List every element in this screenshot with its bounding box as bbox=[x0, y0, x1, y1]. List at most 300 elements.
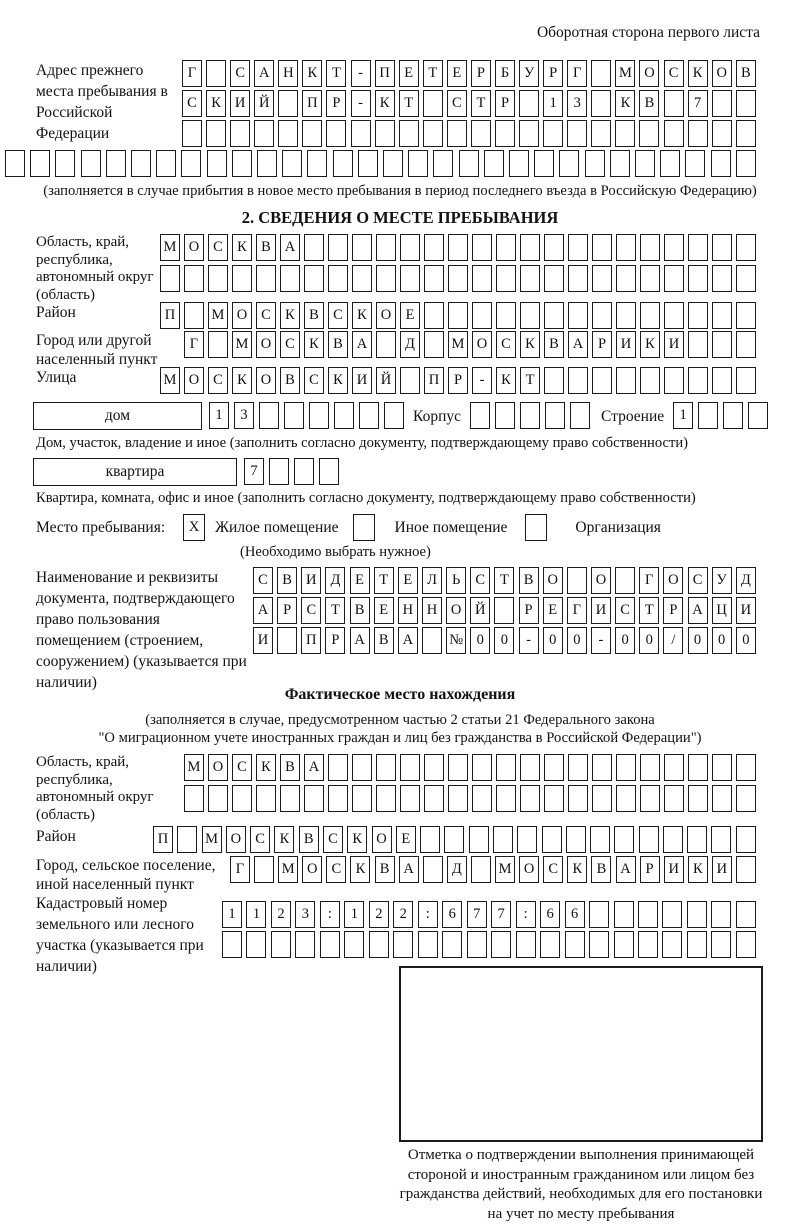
char-cell bbox=[496, 754, 516, 781]
char-cell: В bbox=[374, 627, 394, 654]
char-cell bbox=[638, 931, 658, 958]
char-cell bbox=[358, 150, 378, 177]
char-cell bbox=[424, 785, 444, 812]
char-cell bbox=[376, 331, 396, 358]
char-cell: С bbox=[664, 60, 684, 87]
apartment-cells bbox=[244, 458, 344, 485]
char-cell bbox=[254, 120, 274, 147]
char-cell: В bbox=[299, 826, 319, 853]
char-cell bbox=[712, 90, 732, 117]
char-cell: 2 bbox=[271, 901, 291, 928]
char-cell: О bbox=[208, 754, 228, 781]
prev-address-section bbox=[0, 60, 800, 177]
char-cell: 7 bbox=[491, 901, 511, 928]
char-cell bbox=[424, 754, 444, 781]
char-cell bbox=[748, 402, 768, 429]
char-cell: П bbox=[302, 90, 322, 117]
char-cell: М bbox=[278, 856, 298, 883]
stay-checkbox-organization bbox=[525, 514, 547, 541]
char-cell bbox=[424, 234, 444, 261]
char-cell bbox=[614, 931, 634, 958]
char-cell: Р bbox=[471, 60, 491, 87]
district-row bbox=[160, 302, 756, 329]
char-cell bbox=[615, 120, 635, 147]
char-cell bbox=[592, 367, 612, 394]
char-cell bbox=[206, 60, 226, 87]
char-cell: И bbox=[736, 597, 756, 624]
char-cell bbox=[736, 120, 756, 147]
char-cell: О bbox=[184, 367, 204, 394]
char-cell bbox=[610, 150, 630, 177]
char-cell: 3 bbox=[234, 402, 254, 429]
char-cell: М bbox=[448, 331, 468, 358]
stay-option-other: Иное помещение bbox=[394, 518, 508, 536]
char-cell: К bbox=[520, 331, 540, 358]
document-row-3 bbox=[253, 627, 756, 654]
char-cell bbox=[256, 785, 276, 812]
char-cell: А bbox=[688, 597, 708, 624]
char-cell bbox=[640, 754, 660, 781]
char-cell: Д bbox=[400, 331, 420, 358]
char-cell: 1 bbox=[543, 90, 563, 117]
char-cell: Т bbox=[471, 90, 491, 117]
char-cell bbox=[736, 234, 756, 261]
char-cell bbox=[369, 931, 389, 958]
char-cell bbox=[639, 120, 659, 147]
char-cell: 3 bbox=[295, 901, 315, 928]
char-cell bbox=[712, 331, 732, 358]
stay-option-organization: Организация bbox=[575, 518, 661, 536]
apartment-row bbox=[33, 458, 800, 486]
char-cell: Е bbox=[400, 302, 420, 329]
char-cell bbox=[384, 402, 404, 429]
char-cell bbox=[182, 120, 202, 147]
char-cell bbox=[55, 150, 75, 177]
factual-title: Фактическое место нахождения bbox=[284, 686, 516, 703]
char-cell: Т bbox=[494, 567, 514, 594]
district-field bbox=[0, 302, 800, 329]
char-cell bbox=[423, 120, 443, 147]
char-cell bbox=[206, 120, 226, 147]
char-cell bbox=[585, 150, 605, 177]
char-cell bbox=[344, 931, 364, 958]
char-cell bbox=[736, 265, 756, 292]
char-cell bbox=[592, 302, 612, 329]
char-cell bbox=[294, 458, 314, 485]
char-cell bbox=[208, 265, 228, 292]
char-cell bbox=[495, 120, 515, 147]
char-cell: 3 bbox=[567, 90, 587, 117]
char-cell: О bbox=[446, 597, 466, 624]
char-cell bbox=[246, 931, 266, 958]
char-cell bbox=[545, 402, 565, 429]
char-cell bbox=[232, 150, 252, 177]
char-cell: Н bbox=[422, 597, 442, 624]
stay-place-note: (Необходимо выбрать нужное) bbox=[240, 544, 431, 560]
char-cell: В bbox=[304, 302, 324, 329]
char-cell: К bbox=[280, 302, 300, 329]
char-cell: Л bbox=[422, 567, 442, 594]
section2-title: 2. СВЕДЕНИЯ О МЕСТЕ ПРЕБЫВАНИЯ bbox=[241, 208, 559, 227]
factual-city-field bbox=[0, 856, 800, 893]
char-cell bbox=[688, 302, 708, 329]
char-cell bbox=[688, 120, 708, 147]
char-cell bbox=[664, 120, 684, 147]
char-cell: О bbox=[712, 60, 732, 87]
char-cell bbox=[712, 367, 732, 394]
char-cell bbox=[616, 234, 636, 261]
char-cell: : bbox=[418, 901, 438, 928]
korpus-cells bbox=[470, 402, 595, 429]
char-cell bbox=[448, 754, 468, 781]
char-cell: Т bbox=[639, 597, 659, 624]
char-cell: Ц bbox=[712, 597, 732, 624]
char-cell: 1 bbox=[222, 901, 242, 928]
factual-district-field bbox=[0, 826, 800, 853]
char-cell bbox=[400, 785, 420, 812]
char-cell bbox=[282, 150, 302, 177]
char-cell: И bbox=[591, 597, 611, 624]
apartment-note: Квартира, комната, офис и иное (заполнить согласно документу, подтверждающему право собственности) bbox=[36, 490, 696, 506]
stay-checkbox-dwelling: X bbox=[183, 514, 205, 541]
char-cell bbox=[393, 931, 413, 958]
char-cell: Д bbox=[736, 567, 756, 594]
region-field bbox=[0, 234, 800, 302]
char-cell bbox=[736, 826, 756, 853]
char-cell bbox=[592, 234, 612, 261]
char-cell: 0 bbox=[543, 627, 563, 654]
house-cells bbox=[209, 402, 409, 429]
char-cell bbox=[616, 265, 636, 292]
char-cell bbox=[520, 302, 540, 329]
char-cell bbox=[520, 785, 540, 812]
korpus-label: Корпус bbox=[413, 408, 461, 425]
char-cell bbox=[736, 931, 756, 958]
char-cell bbox=[616, 785, 636, 812]
char-cell bbox=[688, 367, 708, 394]
char-cell: О bbox=[376, 302, 396, 329]
char-cell bbox=[81, 150, 101, 177]
char-cell bbox=[423, 90, 443, 117]
factual-district-label: Район bbox=[36, 828, 76, 845]
char-cell: В bbox=[639, 90, 659, 117]
char-cell: А bbox=[350, 627, 370, 654]
char-cell bbox=[444, 826, 464, 853]
char-cell bbox=[328, 265, 348, 292]
char-cell bbox=[496, 785, 516, 812]
char-cell bbox=[616, 754, 636, 781]
char-cell: С bbox=[326, 856, 346, 883]
char-cell: О bbox=[226, 826, 246, 853]
char-cell bbox=[568, 754, 588, 781]
char-cell bbox=[711, 901, 731, 928]
char-cell: В bbox=[277, 567, 297, 594]
char-cell: М bbox=[160, 234, 180, 261]
char-cell bbox=[664, 265, 684, 292]
char-cell bbox=[448, 234, 468, 261]
char-cell bbox=[304, 265, 324, 292]
char-cell bbox=[517, 826, 537, 853]
char-cell: О bbox=[302, 856, 322, 883]
char-cell: К bbox=[352, 302, 372, 329]
char-cell: С bbox=[232, 754, 252, 781]
char-cell: М bbox=[160, 367, 180, 394]
char-cell bbox=[640, 785, 660, 812]
char-cell bbox=[400, 234, 420, 261]
region-label: Область, край, республика, автономный округ (область) bbox=[36, 234, 154, 303]
prev-address-row-3 bbox=[182, 120, 756, 147]
char-cell: Е bbox=[543, 597, 563, 624]
char-cell bbox=[420, 826, 440, 853]
char-cell bbox=[309, 402, 329, 429]
page-header-note: Оборотная сторона первого листа bbox=[536, 24, 760, 41]
char-cell bbox=[520, 754, 540, 781]
char-cell bbox=[222, 931, 242, 958]
char-cell bbox=[254, 856, 274, 883]
char-cell: Г bbox=[639, 567, 659, 594]
char-cell: Г bbox=[567, 60, 587, 87]
char-cell bbox=[472, 265, 492, 292]
factual-region-row-1 bbox=[184, 754, 756, 781]
stay-place-row bbox=[36, 514, 800, 541]
prev-address-row-1 bbox=[182, 60, 756, 87]
char-cell: О bbox=[519, 856, 539, 883]
char-cell bbox=[519, 120, 539, 147]
char-cell: 1 bbox=[209, 402, 229, 429]
char-cell: И bbox=[664, 331, 684, 358]
char-cell: 2 bbox=[393, 901, 413, 928]
char-cell bbox=[568, 302, 588, 329]
char-cell: О bbox=[591, 567, 611, 594]
char-cell bbox=[302, 120, 322, 147]
char-cell: 1 bbox=[246, 901, 266, 928]
char-cell: А bbox=[398, 627, 418, 654]
char-cell: Р bbox=[277, 597, 297, 624]
char-cell: В bbox=[256, 234, 276, 261]
char-cell bbox=[685, 150, 705, 177]
char-cell bbox=[408, 150, 428, 177]
char-cell bbox=[278, 90, 298, 117]
char-cell: В bbox=[519, 567, 539, 594]
factual-district-row bbox=[153, 826, 756, 853]
char-cell bbox=[470, 402, 490, 429]
char-cell bbox=[376, 785, 396, 812]
char-cell bbox=[400, 754, 420, 781]
stroenie-label: Строение bbox=[601, 408, 665, 425]
char-cell: В bbox=[591, 856, 611, 883]
char-cell: 7 bbox=[688, 90, 708, 117]
char-cell: О bbox=[663, 567, 683, 594]
char-cell bbox=[711, 931, 731, 958]
char-cell bbox=[496, 234, 516, 261]
char-cell bbox=[418, 931, 438, 958]
char-cell bbox=[422, 627, 442, 654]
char-cell: № bbox=[446, 627, 466, 654]
char-cell: Н bbox=[278, 60, 298, 87]
char-cell bbox=[712, 120, 732, 147]
char-cell: - bbox=[591, 627, 611, 654]
char-cell bbox=[334, 402, 354, 429]
char-cell bbox=[736, 901, 756, 928]
char-cell: М bbox=[184, 754, 204, 781]
char-cell: С bbox=[253, 567, 273, 594]
char-cell: И bbox=[664, 856, 684, 883]
char-cell bbox=[424, 302, 444, 329]
char-cell: Г bbox=[230, 856, 250, 883]
stamp-box bbox=[399, 966, 763, 1142]
char-cell bbox=[640, 302, 660, 329]
char-cell bbox=[534, 150, 554, 177]
char-cell bbox=[271, 931, 291, 958]
stroenie-cells bbox=[673, 402, 773, 429]
char-cell bbox=[257, 150, 277, 177]
house-field-label: дом bbox=[33, 402, 202, 430]
char-cell bbox=[156, 150, 176, 177]
house-note: Дом, участок, владение и иное (заполнить согласно документу, подтверждающему право собственности) bbox=[36, 435, 689, 451]
char-cell: 0 bbox=[470, 627, 490, 654]
char-cell: М bbox=[202, 826, 222, 853]
char-cell bbox=[376, 754, 396, 781]
char-cell bbox=[448, 785, 468, 812]
char-cell bbox=[471, 856, 491, 883]
char-cell bbox=[469, 826, 489, 853]
char-cell bbox=[280, 265, 300, 292]
char-cell bbox=[351, 120, 371, 147]
char-cell: - bbox=[472, 367, 492, 394]
char-cell bbox=[590, 826, 610, 853]
char-cell: А bbox=[280, 234, 300, 261]
char-cell bbox=[277, 627, 297, 654]
char-cell: И bbox=[253, 627, 273, 654]
char-cell: : bbox=[516, 901, 536, 928]
char-cell: П bbox=[375, 60, 395, 87]
char-cell bbox=[319, 458, 339, 485]
char-cell: Е bbox=[398, 567, 418, 594]
char-cell bbox=[540, 931, 560, 958]
char-cell: О bbox=[256, 331, 276, 358]
char-cell: С bbox=[250, 826, 270, 853]
char-cell bbox=[326, 120, 346, 147]
char-cell bbox=[568, 234, 588, 261]
char-cell bbox=[131, 150, 151, 177]
char-cell bbox=[688, 265, 708, 292]
char-cell bbox=[448, 302, 468, 329]
char-cell bbox=[566, 826, 586, 853]
char-cell: К bbox=[640, 331, 660, 358]
char-cell bbox=[565, 931, 585, 958]
char-cell bbox=[592, 754, 612, 781]
char-cell: С bbox=[615, 597, 635, 624]
char-cell: К bbox=[615, 90, 635, 117]
char-cell: Е bbox=[447, 60, 467, 87]
char-cell bbox=[614, 901, 634, 928]
char-cell: 6 bbox=[540, 901, 560, 928]
char-cell: А bbox=[304, 754, 324, 781]
char-cell: Р bbox=[640, 856, 660, 883]
prev-address-note: (заполняется в случае прибытия в новое место пребывания в период последнего въезда в Российскую Федерацию) bbox=[43, 183, 757, 199]
char-cell bbox=[328, 754, 348, 781]
char-cell bbox=[400, 265, 420, 292]
char-cell bbox=[736, 856, 756, 883]
city-label: Город или другой населенный пункт bbox=[36, 332, 158, 368]
factual-city-label: Город, сельское поселение, иной населенный пункт bbox=[36, 857, 216, 893]
char-cell: К bbox=[688, 60, 708, 87]
char-cell: К bbox=[688, 856, 708, 883]
char-cell: В bbox=[280, 367, 300, 394]
district-label: Район bbox=[36, 304, 76, 321]
char-cell bbox=[496, 302, 516, 329]
street-row bbox=[160, 367, 756, 394]
char-cell: С bbox=[208, 234, 228, 261]
char-cell: 1 bbox=[344, 901, 364, 928]
char-cell bbox=[544, 754, 564, 781]
char-cell bbox=[208, 331, 228, 358]
char-cell: К bbox=[328, 367, 348, 394]
cadastre-row-1 bbox=[222, 901, 756, 928]
char-cell bbox=[639, 826, 659, 853]
char-cell bbox=[736, 90, 756, 117]
char-cell bbox=[559, 150, 579, 177]
char-cell bbox=[591, 120, 611, 147]
char-cell bbox=[269, 458, 289, 485]
char-cell bbox=[567, 120, 587, 147]
char-cell: 0 bbox=[494, 627, 514, 654]
char-cell: Р bbox=[592, 331, 612, 358]
char-cell bbox=[5, 150, 25, 177]
char-cell: Е bbox=[396, 826, 416, 853]
char-cell bbox=[712, 265, 732, 292]
char-cell: - bbox=[519, 627, 539, 654]
char-cell: К bbox=[567, 856, 587, 883]
char-cell: П bbox=[160, 302, 180, 329]
char-cell bbox=[688, 754, 708, 781]
char-cell bbox=[471, 120, 491, 147]
char-cell: 0 bbox=[688, 627, 708, 654]
char-cell: Д bbox=[447, 856, 467, 883]
char-cell bbox=[615, 567, 635, 594]
char-cell bbox=[333, 150, 353, 177]
char-cell: С bbox=[447, 90, 467, 117]
char-cell: 0 bbox=[567, 627, 587, 654]
char-cell: К bbox=[232, 234, 252, 261]
char-cell bbox=[544, 234, 564, 261]
char-cell: Г bbox=[184, 331, 204, 358]
document-field bbox=[0, 567, 800, 691]
char-cell: Н bbox=[398, 597, 418, 624]
char-cell bbox=[544, 367, 564, 394]
char-cell: А bbox=[254, 60, 274, 87]
char-cell: В bbox=[280, 754, 300, 781]
char-cell: В bbox=[375, 856, 395, 883]
char-cell bbox=[664, 367, 684, 394]
char-cell bbox=[352, 785, 372, 812]
char-cell: С bbox=[496, 331, 516, 358]
char-cell: А bbox=[616, 856, 636, 883]
char-cell bbox=[568, 265, 588, 292]
char-cell bbox=[491, 931, 511, 958]
char-cell: К bbox=[274, 826, 294, 853]
char-cell: И bbox=[616, 331, 636, 358]
char-cell bbox=[736, 150, 756, 177]
char-cell bbox=[638, 901, 658, 928]
char-cell: В bbox=[328, 331, 348, 358]
char-cell bbox=[544, 265, 564, 292]
char-cell bbox=[736, 785, 756, 812]
char-cell: К bbox=[496, 367, 516, 394]
char-cell bbox=[423, 856, 443, 883]
char-cell bbox=[589, 931, 609, 958]
char-cell: С bbox=[230, 60, 250, 87]
